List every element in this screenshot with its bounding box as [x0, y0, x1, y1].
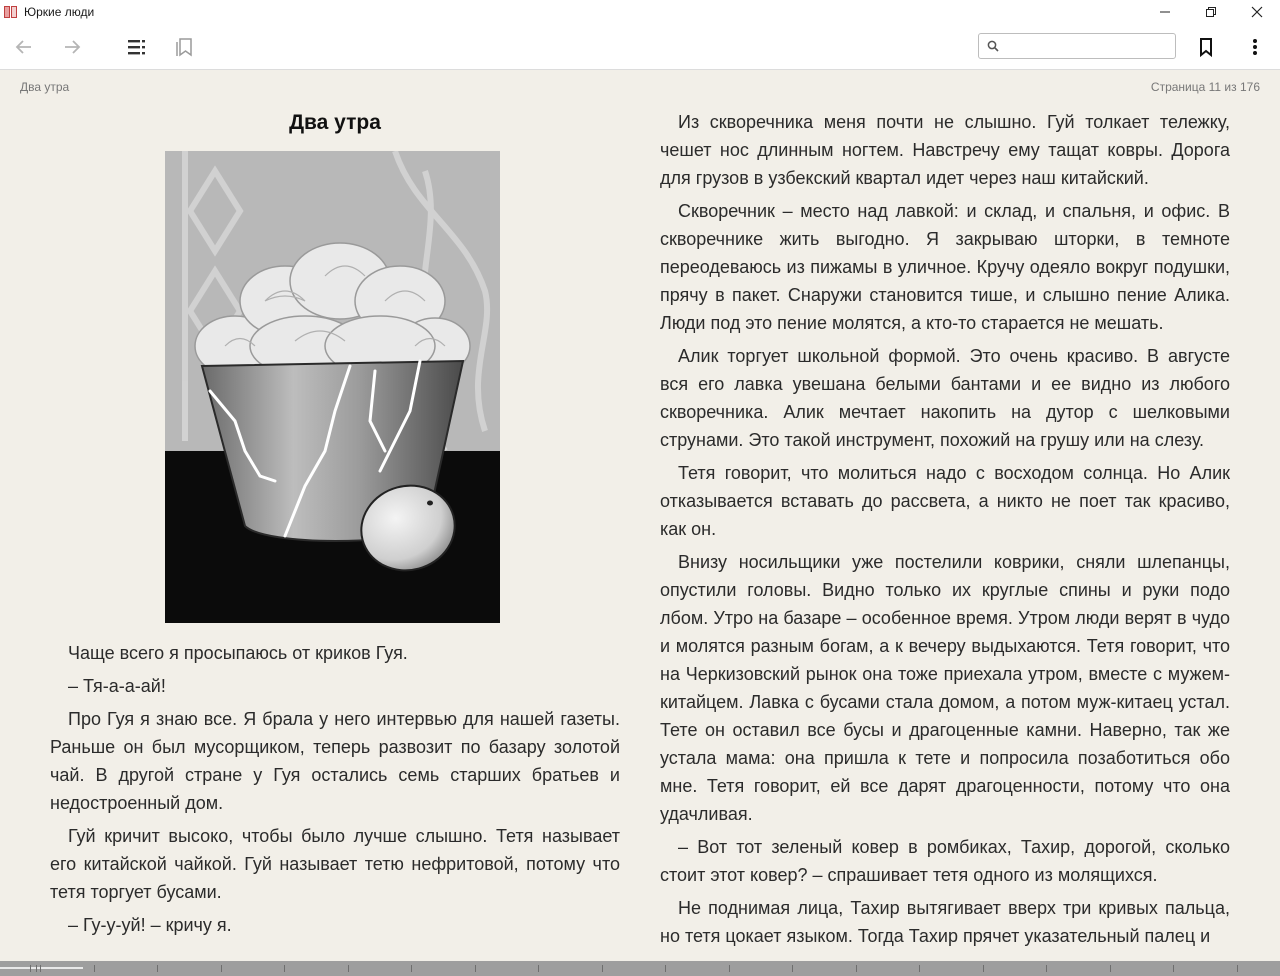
chapter-tick	[983, 965, 984, 972]
paragraph: Скворечник – место над лавкой: и склад, и спальня, и офис. В скворечнике жить выгодно. Я закрываю шторки, в темноте переодеваюсь из пижамы в уличное. Кручу одеяло вокруг подушки, прячу в пакет. Снаружи становится тише, и слышно пение Алика. Люди под это пение молятся, а кто-то старается не мешать.	[660, 201, 1230, 333]
chapter-tick	[348, 965, 349, 972]
chapter-tick	[36, 965, 37, 972]
bookmarks-icon	[174, 36, 196, 58]
minimize-button[interactable]	[1142, 0, 1188, 23]
chapter-tick	[284, 965, 285, 972]
search-field[interactable]	[978, 33, 1176, 59]
table-of-contents-button[interactable]	[117, 23, 157, 70]
back-button[interactable]	[4, 23, 44, 70]
chapter-tick	[40, 965, 41, 972]
progress-fill	[0, 967, 83, 969]
chapter-tick	[475, 965, 476, 972]
chapter-tick	[729, 965, 730, 972]
search-icon	[987, 40, 999, 52]
reading-progress-bar[interactable]	[0, 961, 1280, 976]
chapter-tick	[411, 965, 412, 972]
chapter-title: Два утра	[289, 111, 381, 134]
chapter-tick	[1046, 965, 1047, 972]
paragraph: – Вот тот зеленый ковер в ромбиках, Тахир, дорогой, сколько стоит этот ковер? – спрашивает тетя одного из молящихся.	[660, 837, 1230, 885]
chapter-tick	[94, 965, 95, 972]
chapter-tick	[665, 965, 666, 972]
chapter-illustration	[165, 151, 500, 623]
paragraph: Чаще всего я просыпаюсь от криков Гуя.	[68, 643, 408, 663]
chapter-tick	[602, 965, 603, 972]
chapter-tick	[1237, 965, 1238, 972]
chapter-tick	[919, 965, 920, 972]
paragraph: – Гу-у-уй! – кричу я.	[68, 915, 232, 935]
add-bookmark-button[interactable]	[1186, 23, 1226, 70]
window-controls	[1142, 0, 1280, 23]
paragraph: – Тя-а-а-ай!	[68, 676, 166, 696]
restore-icon	[1205, 6, 1217, 18]
left-page-column	[50, 110, 620, 944]
chapter-tick	[792, 965, 793, 972]
chapter-tick	[221, 965, 222, 972]
paragraph: Алик торгует школьной формой. Это очень красиво. В августе вся его лавка увешана белыми бантами и ее видно из любого скворечника. Алик мечтает накопить на дутор с шелковыми струнами. Это такой инструмент, похожий на грушу или на слезу.	[660, 346, 1230, 450]
running-head: Два утра	[20, 80, 70, 94]
close-icon	[1251, 6, 1263, 18]
more-options-button[interactable]	[1235, 23, 1275, 70]
book-app-icon	[4, 5, 18, 19]
close-button[interactable]	[1234, 0, 1280, 23]
paragraph: Не поднимая лица, Тахир вытягивает вверх три кривых пальца, но тетя цокает языком. Тогда Тахир прячет указательный палец и	[660, 898, 1230, 946]
page-counter: Страница 11 из 176	[1150, 80, 1260, 94]
paragraph: Из скворечника меня почти не слышно. Гуй толкает тележку, чешет нос длинным ногтем. Навстречу ему тащат ковры. Дорога для грузов в узбекский квартал идет через наш китайский.	[660, 112, 1230, 188]
paragraph: Про Гуя я знаю все. Я брала у него интервью для нашей газеты. Раньше он был мусорщиком, теперь развозит по базару золотой чай. В другой стране у Гуя остались семь старших братьев и недостроенный дом.	[50, 709, 620, 813]
arrow-right-icon	[62, 37, 82, 57]
window-title: Юркие люди	[24, 4, 95, 19]
paragraph: Гуй кричит высоко, чтобы было лучше слышно. Тетя называет его китайской чайкой. Гуй называет тетю нефритовой, потому что тетя торгует бусами.	[50, 826, 620, 902]
bookmark-icon	[1196, 36, 1216, 58]
chapter-tick	[1110, 965, 1111, 972]
contents-list-icon	[126, 37, 148, 57]
paragraph: Тетя говорит, что молиться надо с восходом солнца. Но Алик отказывается вставать до рассвета, а никто не поет так красиво, как он.	[660, 463, 1230, 539]
minimize-icon	[1159, 6, 1171, 18]
right-page-column	[660, 108, 1230, 955]
restore-button[interactable]	[1188, 0, 1234, 23]
title-bar	[0, 0, 1280, 23]
chapter-tick	[538, 965, 539, 972]
paragraph: Внизу носильщики уже постелили коврики, сняли шлепанцы, опустили головы. Видно только их круглые спины и руки подо лбом. Утро на базаре – особенное время. Утром люди верят в чудо и молятся разным богам, а к вечеру выдыхаются. Тетя говорит, что на Черкизовский рынок она тоже приехала утром, вместе с мужем-китайцем. Лавка с бусами стала домом, а потом муж-китаец устал. Тете он оставил все бусы и драгоценные камни. Наверно, так же устала мама: она пришла к тете и попросила позаботиться обо мне. Тетя говорит, ей все дарят драгоценности, потому что она удачливая.	[660, 552, 1230, 824]
reader-toolbar	[0, 23, 1280, 70]
bookmarks-list-button[interactable]	[165, 23, 205, 70]
search-input[interactable]	[1003, 36, 1171, 56]
chapter-tick	[1173, 965, 1174, 972]
chapter-tick	[30, 965, 31, 972]
arrow-left-icon	[14, 37, 34, 57]
forward-button[interactable]	[52, 23, 92, 70]
chapter-tick	[856, 965, 857, 972]
chapter-tick	[157, 965, 158, 972]
more-vertical-icon	[1252, 37, 1258, 57]
